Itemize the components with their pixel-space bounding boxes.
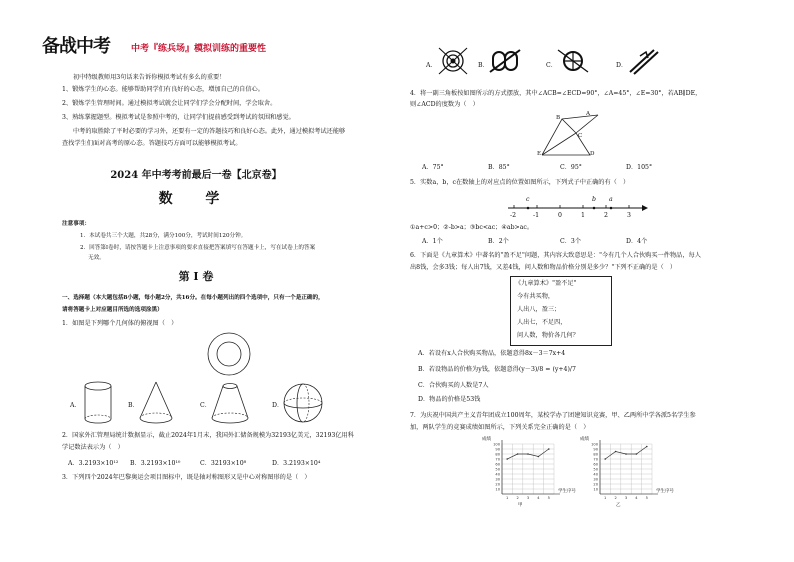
y-tick-label: 100 xyxy=(493,442,500,447)
q2-option-a: A．3.2193×10¹² xyxy=(68,460,119,467)
q4-option-b: B．85° xyxy=(488,164,510,171)
olympic-icon-d xyxy=(626,46,660,76)
x-tick-label: 4 xyxy=(635,496,638,500)
chart-jia-xlabel: 学生序号 xyxy=(558,489,576,494)
chart-jia-plot xyxy=(478,436,578,502)
cone-figure xyxy=(136,380,176,426)
x-tick-label: 4 xyxy=(537,496,540,500)
y-tick-label: 20 xyxy=(495,482,500,487)
q5-option-d: D．4个 xyxy=(626,238,648,245)
data-point xyxy=(538,456,540,458)
olympic-icon-b xyxy=(488,46,522,76)
q5-option-b: B．2个 xyxy=(488,238,509,245)
q2-option-c: C．32193×10⁸ xyxy=(200,460,247,467)
y-tick-label: 40 xyxy=(495,472,500,477)
x-tick-label: 3 xyxy=(624,496,628,500)
y-tick-label: 10 xyxy=(593,487,598,492)
data-point xyxy=(625,453,627,455)
quote-line-5: 问人数，物价各几何？ xyxy=(517,332,579,339)
data-point xyxy=(517,453,519,455)
data-point xyxy=(615,451,617,453)
y-tick-label: 80 xyxy=(593,452,598,457)
question-7: 7．为庆祝中国共产主义青年团成立100周年，某校学办了团建知识竞赛，甲、乙两所中学各派5名学生参 xyxy=(410,412,696,419)
q3-option-d: D． xyxy=(616,62,628,69)
sphere-figure xyxy=(282,382,324,424)
y-tick-label: 70 xyxy=(593,457,598,462)
question-6: 6．下面是《九章算术》中著名的"盈不足"问题，其内容大致意思是："今有几个人合伙购买一件物品，每人 xyxy=(410,252,701,259)
y-tick-label: 30 xyxy=(593,477,598,482)
data-point xyxy=(646,446,648,448)
data-point xyxy=(548,448,550,450)
chart-yi-plot xyxy=(576,436,676,502)
logo xyxy=(38,28,128,62)
quote-line-2: 今有共买物， xyxy=(517,293,555,300)
number-line-label-b: b xyxy=(592,196,596,203)
tick-label-2: 2 xyxy=(604,212,608,219)
chart-yi-ylabel: 成绩 xyxy=(580,437,589,442)
y-tick-label: 100 xyxy=(591,442,598,447)
data-point xyxy=(506,458,508,460)
q3-option-a: A． xyxy=(426,62,437,69)
intro-line-2: 2、锻炼学生管理时间。通过模拟考试就会让同学们学会分配时间，学会取舍。 xyxy=(62,100,277,107)
y-tick-label: 40 xyxy=(593,472,598,477)
notice-title: 注意事项： xyxy=(62,221,90,227)
q6-option-b: B．若设物品的价格为y钱，依题意得(y－3)/8 = (y+4)/7 xyxy=(418,366,576,373)
question-7-cont: 加，两队学生的竞赛成绩如图所示，下列关系完全正确的是（ ） xyxy=(410,424,590,431)
tick-label-neg2: -2 xyxy=(510,212,517,219)
x-tick-label: 3 xyxy=(526,496,530,500)
y-tick-label: 10 xyxy=(495,487,500,492)
quote-line-1: 《九章算术》"盈不足" xyxy=(515,280,577,287)
q1-option-d: D． xyxy=(272,402,284,409)
y-tick-label: 90 xyxy=(495,447,500,452)
olympic-icon-a xyxy=(436,46,470,76)
frustum-figure xyxy=(208,380,252,426)
x-tick-label: 1 xyxy=(604,496,607,500)
q4-option-a: A．75° xyxy=(422,164,444,171)
x-tick-label: 1 xyxy=(506,496,509,500)
tick-label-3: 3 xyxy=(627,212,631,219)
chart-yi-name: 乙 xyxy=(616,503,621,508)
q1-top-view-figure xyxy=(205,330,253,380)
data-point xyxy=(636,453,638,455)
q2-option-d: D．3.2193×10⁴ xyxy=(272,460,321,467)
tick-label-0: 0 xyxy=(558,212,562,219)
q6-option-a: A．若设有x人合伙购买物品，依题意得8x－3＝7x+4 xyxy=(418,350,566,357)
y-tick-label: 60 xyxy=(495,462,500,467)
q3-option-b: B． xyxy=(478,62,489,69)
score-chart-yi xyxy=(576,436,676,512)
x-tick-label: 5 xyxy=(547,496,550,500)
data-point xyxy=(604,458,606,460)
y-tick-label: 50 xyxy=(593,467,598,472)
number-line-label-a: a xyxy=(609,196,613,203)
q4-label-e: E xyxy=(537,151,542,157)
q4-label-d: D xyxy=(590,151,595,157)
score-chart-jia xyxy=(478,436,578,512)
question-4: 4．将一副三角板按如图所示的方式摆放，其中∠ACB=∠ECD=90°，∠A=45°，∠E=30°，若AB∥DE， xyxy=(410,90,702,97)
q5-option-a: A．1个 xyxy=(422,238,443,245)
section1-heading: 一、选择题（本大题包括8小题，每小题2分，共16分。在每小题列出的四个选项中，只有一个是正确的， xyxy=(62,295,324,301)
x-tick-label: 5 xyxy=(645,496,648,500)
question-2-cont: 学记数法表示为（ ） xyxy=(62,444,124,451)
question-5: 5．实数a，b，c在数轴上的对应点的位置如图所示，下列式子中正确的有（ ） xyxy=(410,179,630,186)
chart-jia-name: 甲 xyxy=(518,503,523,508)
part-title: 第 I 卷 xyxy=(178,270,214,283)
q4-option-d: D．105° xyxy=(626,164,653,171)
q6-option-c: C．合伙购买的人数是7人 xyxy=(418,382,489,389)
question-2: 2．国家外汇管理局统计数据显示，截止2024年1月末，我国外汇储备规模为32193亿美元，32193亿用科 xyxy=(62,432,354,439)
header-subtitle: 中考『练兵场』模拟训练的重要性 xyxy=(131,44,267,54)
intro-line-1: 1、锻炼学生的心态。能够帮助同学们有良好的心态，增加自己的自信心。 xyxy=(62,86,264,93)
q3-option-c: C． xyxy=(546,62,557,69)
q4-label-a: A xyxy=(586,111,591,117)
series-line xyxy=(605,447,647,460)
logo-text: 备战中考 xyxy=(42,36,110,57)
q2-option-b: B．3.2193×10¹⁰ xyxy=(130,460,181,467)
chart-yi-xlabel: 学生序号 xyxy=(656,489,674,494)
q6-option-d: D．物品的价格是53钱 xyxy=(418,396,481,403)
data-point xyxy=(527,453,529,455)
q4-option-c: C．95° xyxy=(560,164,582,171)
tick-label-neg1: -1 xyxy=(533,212,540,219)
y-tick-label: 80 xyxy=(495,452,500,457)
x-tick-label: 2 xyxy=(614,496,617,500)
q4-label-c: C xyxy=(578,133,583,139)
triangle-ruler-figure xyxy=(536,111,612,161)
question-4-cont: 则∠ACD的度数为（ ） xyxy=(410,101,479,108)
question-1: 1．如图是下列哪个几何体的俯视图（ ） xyxy=(62,320,178,327)
q5-statements: ①a+c>0；②-b>a；③bc<ac；④ab>ac。 xyxy=(410,224,534,231)
exam-subject: 数 学 xyxy=(158,191,234,207)
y-tick-label: 30 xyxy=(495,477,500,482)
y-tick-label: 70 xyxy=(495,457,500,462)
notice-1: 1．本试卷共三个大题，共28分，满分100分，考试时间120分钟。 xyxy=(80,233,247,239)
cylinder-figure xyxy=(80,381,116,425)
q1-option-c: C． xyxy=(200,402,211,409)
tick-label-1: 1 xyxy=(581,212,585,219)
q4-label-b: B xyxy=(556,115,561,121)
quote-line-4: 人出七，不足四， xyxy=(517,319,567,326)
number-line-label-c: c xyxy=(526,196,530,203)
intro-line-0: 初中特级教师用3句话来告诉你模拟考试有多么的重要！ xyxy=(73,74,226,81)
q5-option-c: C．3个 xyxy=(560,238,582,245)
notice-2: 2．回答第Ⅰ卷时，请按答题卡上注意事项的要求直接把答案填写在答题卡上，写在试卷上的答案 xyxy=(80,245,316,251)
x-tick-label: 2 xyxy=(516,496,519,500)
olympic-icon-c xyxy=(556,46,590,76)
y-tick-label: 60 xyxy=(593,462,598,467)
question-6-cont: 出8钱，会多3钱；每人出7钱，又差4钱，问人数和物品价格分别是多少？"下列不正确的是（ ） xyxy=(410,264,677,271)
section1-heading-2: 请将答题卡上对应题目所选的选项涂黑） xyxy=(62,307,163,313)
intro-line-3: 3、熟练掌握题型。模拟考试是参照中考的，让同学们提前感受到考试的氛围和感觉。 xyxy=(62,114,295,121)
y-tick-label: 90 xyxy=(593,447,598,452)
jiuzhang-quote-box xyxy=(510,276,612,346)
q1-option-b: B． xyxy=(128,402,139,409)
intro-line-4: 中考的取胜除了平时必要的学习外，还要有一定的答题技巧和良好心态。此外，通过模拟考试还能够 xyxy=(73,128,346,135)
exam-title: 2024 年中考考前最后一卷【北京卷】 xyxy=(110,170,282,181)
chart-jia-ylabel: 成绩 xyxy=(482,437,491,442)
question-3: 3．下列四个2024年巴黎奥运会项目图标中，既是轴对称图形又是中心对称图形的是（ ） xyxy=(62,474,311,481)
y-tick-label: 20 xyxy=(593,482,598,487)
y-tick-label: 50 xyxy=(495,467,500,472)
intro-line-5: 查找学生们面对高考的原心态。答题技巧方面可以能够模拟考试。 xyxy=(62,140,242,147)
quote-line-3: 人出八，盈三； xyxy=(517,306,561,313)
notice-3: 无效。 xyxy=(88,255,105,261)
q1-option-a: A． xyxy=(70,402,81,409)
